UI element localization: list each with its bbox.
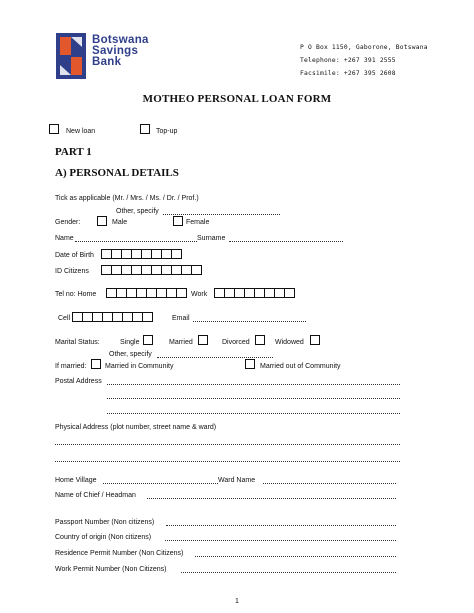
physical-address-line-2[interactable] xyxy=(55,461,400,462)
single-label: Single xyxy=(120,339,140,346)
top-up-checkbox[interactable] xyxy=(140,124,150,134)
male-checkbox[interactable] xyxy=(97,216,107,226)
widowed-checkbox[interactable] xyxy=(310,335,320,345)
new-loan-checkbox[interactable] xyxy=(49,124,59,134)
home-village-label: Home Village xyxy=(55,477,97,484)
cell-boxes[interactable] xyxy=(72,312,152,322)
tick-applicable-label: Tick as applicable (Mr. / Mrs. / Ms. / Dr. / Prof.) xyxy=(55,195,199,202)
work-label: Work xyxy=(191,291,208,298)
male-label: Male xyxy=(112,219,128,226)
telephone-text: Telephone: +267 391 2555 xyxy=(300,57,396,64)
physical-address-line-1[interactable] xyxy=(55,444,400,445)
physical-address-label: Physical Address (plot number, street name & ward) xyxy=(55,424,217,431)
divorced-label: Divorced xyxy=(222,339,250,346)
postal-address-line-3[interactable] xyxy=(107,413,400,414)
married-in-community-label: Married in Community xyxy=(105,363,174,370)
tel-home-boxes[interactable] xyxy=(106,288,186,298)
if-married-label: If married: xyxy=(55,363,87,370)
work-permit-label: Work Permit Number (Non Citizens) xyxy=(55,566,167,573)
postal-address-line-2[interactable] xyxy=(107,398,400,399)
married-checkbox[interactable] xyxy=(198,335,208,345)
facsimile-text: Facsimile: +267 395 2608 xyxy=(300,70,396,77)
country-of-origin-label: Country of origin (Non citizens) xyxy=(55,534,152,541)
cell-label: Cell xyxy=(58,315,71,322)
married-out-community-label: Married out of Community xyxy=(260,363,341,370)
passport-number-field[interactable] xyxy=(166,525,396,526)
marital-status-label: Marital Status: xyxy=(55,339,100,346)
surname-label: Surname xyxy=(197,235,226,242)
work-boxes[interactable] xyxy=(214,288,294,298)
other-specify-label: Other, specify xyxy=(116,208,159,215)
gender-label: Gender: xyxy=(55,219,81,226)
home-village-field[interactable] xyxy=(103,483,218,484)
female-checkbox[interactable] xyxy=(173,216,183,226)
bank-logo-text xyxy=(92,35,149,68)
other-specify-field[interactable] xyxy=(163,214,280,215)
married-label: Married xyxy=(169,339,193,346)
ward-name-field[interactable] xyxy=(263,483,396,484)
married-in-community-checkbox[interactable] xyxy=(91,359,101,369)
bank-logo-icon xyxy=(56,33,86,79)
work-permit-field[interactable] xyxy=(181,572,396,573)
date-of-birth-label: Date of Birth xyxy=(55,252,94,259)
chief-headman-field[interactable] xyxy=(147,498,396,499)
new-loan-label: New loan xyxy=(66,128,96,135)
date-of-birth-boxes[interactable] xyxy=(101,249,181,259)
ward-name-label: Ward Name xyxy=(218,477,256,484)
single-checkbox[interactable] xyxy=(143,335,153,345)
tel-home-label: Tel no: Home xyxy=(55,291,97,298)
email-field[interactable] xyxy=(193,321,306,322)
married-out-community-checkbox[interactable] xyxy=(245,359,255,369)
chief-headman-label: Name of Chief / Headman xyxy=(55,492,136,499)
postal-address-text: P O Box 1150, Gaborone, Botswana xyxy=(300,44,428,51)
marital-other-specify-field[interactable] xyxy=(157,357,273,358)
residence-permit-field[interactable] xyxy=(195,556,396,557)
id-citizens-boxes[interactable] xyxy=(101,265,201,275)
surname-field[interactable] xyxy=(229,241,343,242)
contact-block xyxy=(300,41,428,80)
part-heading: PART 1 xyxy=(55,146,92,158)
page-number: 1 xyxy=(235,598,239,605)
name-field[interactable] xyxy=(75,241,197,242)
residence-permit-label: Residence Permit Number (Non Citizens) xyxy=(55,550,184,557)
widowed-label: Widowed xyxy=(275,339,304,346)
marital-other-specify-label: Other, specify xyxy=(109,351,152,358)
postal-address-label: Postal Address xyxy=(55,378,102,385)
logo-line-2: Savings xyxy=(92,45,139,57)
email-label: Email xyxy=(172,315,190,322)
form-title: MOTHEO PERSONAL LOAN FORM xyxy=(142,93,332,105)
country-of-origin-field[interactable] xyxy=(165,540,396,541)
section-heading: A) PERSONAL DETAILS xyxy=(55,167,179,179)
female-label: Female xyxy=(186,219,210,226)
top-up-label: Top-up xyxy=(156,128,178,135)
divorced-checkbox[interactable] xyxy=(255,335,265,345)
id-citizens-label: ID Citizens xyxy=(55,268,89,275)
logo-line-1: Botswana xyxy=(92,34,149,46)
name-label: Name xyxy=(55,235,74,242)
passport-number-label: Passport Number (Non citizens) xyxy=(55,519,155,526)
logo-line-3: Bank xyxy=(92,56,122,68)
postal-address-line-1[interactable] xyxy=(107,384,400,385)
